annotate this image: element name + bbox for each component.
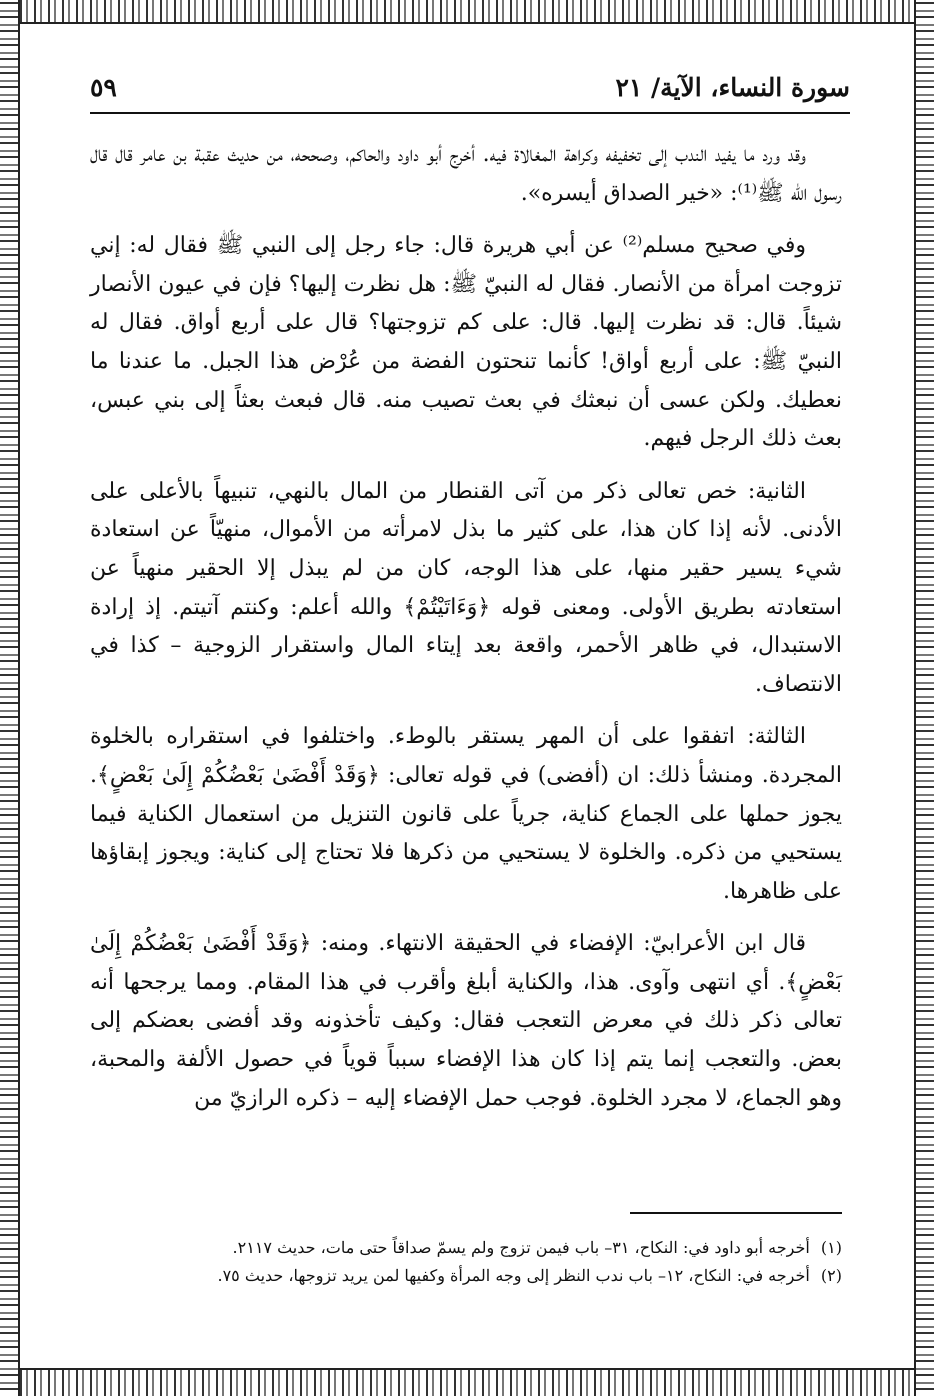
footnote-text: أخرجه في: النكاح، ١٢– باب ندب النظر إلى وجه المرأة وكفيها لمن يريد تزوجها، حديث ٧٥. <box>217 1266 810 1285</box>
footnote-text: أخرجه أبو داود في: النكاح، ٣١– باب فيمن تزوج ولم يسمّ صداقاً حتى مات، حديث ٢١١٧. <box>232 1238 810 1257</box>
paragraph: وفي صحيح مسلم⁽²⁾ عن أبي هريرة قال: جاء رجل إلى النبي ﷺ فقال له: إني تزوجت امرأة من الأنصار. فقال له النبيّ ﷺ: هل نظرت إليها؟ فإن في عيون الأنصار شيئاً. قال: قد نظرت إليها. قال: على كم تزوجتها؟ قال على أربع أواق. فقال له النبيّ ﷺ: على أربع أواق! كأنما تنحتون الفضة من عُرْض هذا الجبل. ما عندنا ما نعطيك. ولكن عسى أن نبعثك في بعث تصيب منه. قال فبعث بعثاً إلى بني عبس، بعث ذلك الرجل فيهم. <box>90 233 842 452</box>
header-divider <box>90 112 850 114</box>
decorative-border-left <box>0 0 20 1396</box>
footnote <box>90 1234 842 1262</box>
paragraph: الثالثة: اتفقوا على أن المهر يستقر بالوطء. واختلفوا في استقراره بالخلوة المجردة. ومنشأ ذلك: ان (أفضى) في قوله تعالى: ﴿وَقَدْ أَفْضَىٰ بَعْضُكُمْ إِلَىٰ بَعْضٍ﴾. يجوز حملها على الجماع كناية، جرياً على قانون التنزيل من استعمال الكناية فيما يستحيي من ذكره. والخلوة لا يستحيي من ذكرها فلا تحتاج إلى كناية: ويجوز إبقاؤها على ظاهرها. <box>90 724 842 904</box>
paragraph: وقد ورد ما يفيد الندب إلى تخفيفه وكراهة المغالاة فيه. أخرج أبو داود والحاكم، وصححه، من حديث عقبة بن عامر قال قال رسول الله ﷺ⁽¹⁾: «خير الصداق أيسره». <box>90 142 842 206</box>
paragraph: الثانية: خص تعالى ذكر من آتى القنطار من المال بالنهي، تنبيهاً بالأعلى على الأدنى. لأنه إذا كان هذا، على كثير ما بذل لامرأته من الأموال، منهيّاً عن استعادة شيء يسير حقير منها، على هذا الوجه، كان من لم يبذل إلا الحقير منهياً عن استعادته بطريق الأولى. ومعنى قوله ﴿وَءَاتَيْتُمْ﴾ والله أعلم: وكنتم آتيتم. إذ إرادة الاستبدال، في ظاهر الأحمر، واقعة بعد إيتاء المال واستقرار الزوجية – كذا في الانتصاف. <box>90 478 842 697</box>
footnote-number: (٢) <box>820 1266 842 1285</box>
footnotes <box>90 1234 842 1290</box>
footnote-number: (١) <box>820 1238 842 1257</box>
body-text <box>90 136 842 1118</box>
footnote-divider <box>630 1212 842 1214</box>
paragraph: قال ابن الأعرابيّ: الإفضاء في الحقيقة الانتهاء. ومنه: ﴿وَقَدْ أَفْضَىٰ بَعْضُكُمْ إِلَىٰ بَعْضٍ﴾. أي انتهى وآوى. هذا، والكناية أبلغ وأقرب في هذا المقام. ومما يرجحها أنه تعالى ذكر ذلك في معرض التعجب فقال: وكيف تأخذونه وقد أفضى بعضكم إلى بعض. والتعجب إنما يتم إذا كان هذا الإفضاء سبباً قوياً في حصول الألفة والمحبة، وهو الجماع، لا مجرد الخلوة. فوجب حمل الإفضاء إليه – ذكره الرازيّ من <box>90 931 842 1111</box>
page-header <box>90 66 850 108</box>
footnote <box>90 1262 842 1290</box>
page-number: ٥٩ <box>90 72 117 102</box>
running-title: سورة النساء، الآية/ ٢١ <box>615 72 850 102</box>
decorative-border-top <box>0 0 934 24</box>
decorative-border-right <box>914 0 934 1396</box>
decorative-border-bottom <box>0 1368 934 1396</box>
